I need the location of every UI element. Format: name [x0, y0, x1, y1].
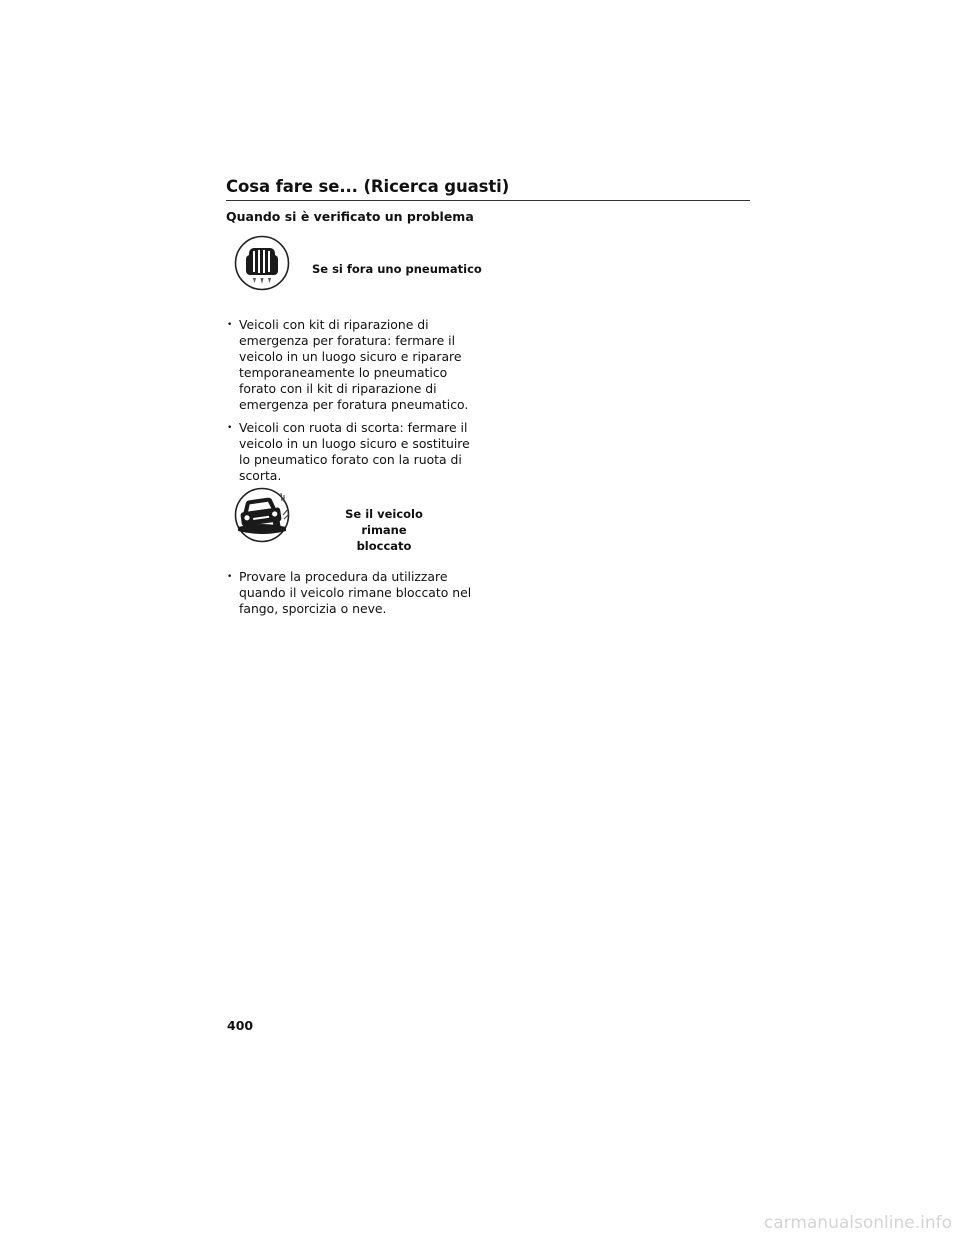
chapter-header [226, 176, 750, 201]
stuck-vehicle-label [324, 506, 444, 554]
list-item: • Veicoli con ruota di scorta: fermare il veicolo in un luogo sicuro e sostituire lo pneumatico forato con la ruota di scorta. [226, 420, 476, 484]
flat-tire-label: Se si fora uno pneumatico [312, 262, 482, 276]
stuck-vehicle-bullet-list [226, 569, 476, 623]
flat-tire-icon [234, 235, 290, 291]
flat-tire-bullet-list [226, 317, 476, 490]
watermark: carmanualsonline.info [763, 1213, 952, 1233]
stuck-vehicle-label-line2: bloccato [356, 539, 412, 553]
stuck-vehicle-icon [234, 487, 290, 543]
chapter-title: Cosa fare se... (Ricerca guasti) [226, 177, 510, 196]
list-item: • Provare la procedura da utilizzare quando il veicolo rimane bloccato nel fango, sporcizia o neve. [226, 569, 476, 617]
list-item: • Veicoli con kit di riparazione di emergenza per foratura: fermare il veicolo in un luogo sicuro e riparare temporaneamente lo pneumatico forato con il kit di riparazione di emergenza per foratura pneumatico. [226, 317, 476, 414]
stuck-vehicle-label-line1: Se il veicolo rimane [345, 507, 423, 537]
section-heading: Quando si è verificato un problema [226, 209, 474, 224]
page-number: 400 [227, 1018, 254, 1033]
stuck-vehicle-row [234, 487, 474, 553]
flat-tire-row [234, 235, 482, 293]
